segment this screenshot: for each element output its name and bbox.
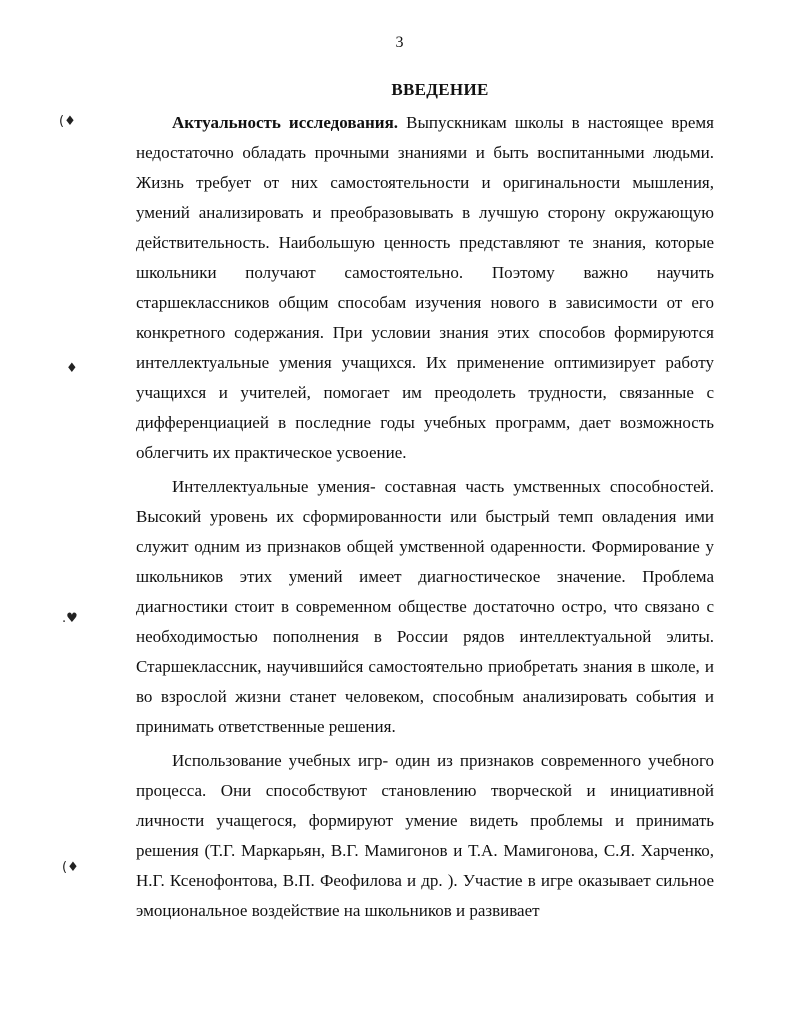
paragraph-relevance bbox=[136, 108, 714, 468]
paragraph-educational-games bbox=[136, 746, 714, 926]
document-body bbox=[136, 108, 714, 926]
paragraph-lead-heading: Актуальность исследования. bbox=[172, 113, 399, 132]
page-number: 3 bbox=[395, 34, 404, 51]
paragraph-intellectual-skills bbox=[136, 472, 714, 742]
paragraph-text: Интеллектуальные умения- составная часть умственных способностей. Высокий уровень их сформированности или быстрый темп овладения ими служит одним из признаков общей умственной одаренности. Формирование у школьников этих умений имеет диагностическое значение. Проблема диагностики стоит в современном обществе достаточно остро, что связано с необходимостью пополнения в России рядов интеллектуальной элиты. Старшеклассник, научившийся самостоятельно приобретать знания в школе, и во взрослой жизни станет человеком, способным анализировать события и принимать ответственные решения. bbox=[136, 477, 714, 736]
paragraph-text: Выпускникам школы в настоящее время недостаточно обладать прочными знаниями и быть воспитанными людьми. Жизнь требует от них самостоятельности и оригинальности мышления, умений анализировать и преобразовывать в лучшую сторону окружающую действительность. Наибольшую ценность представляют те знания, которые школьники получают самостоятельно. Поэтому важно научить старшеклассников общим способам изучения нового в зависимости от его конкретного содержания. При условии знания этих способов формируются интеллектуальные умения учащихся. Их применение оптимизирует работу учащихся и учителей, помогает им преодолеть трудности, связанные с дифференциацией в последние годы учебных программ, дает возможность облегчить их практическое усвоение. bbox=[136, 113, 714, 462]
page-title: ВВЕДЕНИЕ bbox=[391, 80, 489, 99]
binding-hole-mark-icon: (♦ bbox=[62, 860, 79, 875]
binding-hole-mark-icon: (♦ bbox=[59, 114, 76, 129]
binding-hole-mark-icon: ♦ bbox=[66, 361, 78, 376]
paragraph-text: Использование учебных игр- один из признаков современного учебного процесса. Они способствуют становлению творческой и инициативной личности учащегося, формируют умение видеть проблемы и принимать решения (Т.Г. Маркарьян, В.Г. Мамигонов и Т.А. Мамигонова, С.Я. Харченко, Н.Г. Ксенофонтова, В.П. Феофилова и др. ). Участие в игре оказывает сильное эмоциональное воздействие на школьников и развивает bbox=[136, 751, 714, 920]
binding-hole-mark-icon: .♥ bbox=[62, 611, 78, 626]
